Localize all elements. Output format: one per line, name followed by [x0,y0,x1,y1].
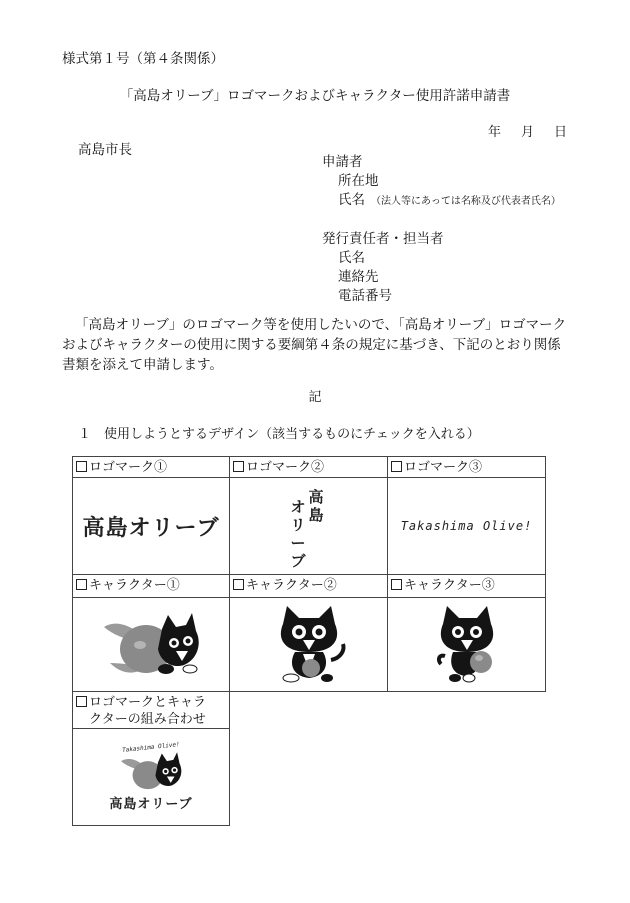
checkbox-char2[interactable] [233,579,244,590]
checkbox-logo3[interactable] [391,461,402,472]
logo2-image [229,477,388,575]
checkbox-char1[interactable] [76,579,87,590]
logo-horizontal-text: 高島オリーブ [82,515,220,541]
option-char2[interactable] [229,574,388,598]
date-month: 月 [521,125,535,140]
option-combo-label-1: ロゴマークとキャラ [89,695,207,710]
applicant-name-label: 氏名 [338,192,365,208]
option-combo-label-2: クターの組み合わせ [89,712,206,727]
logo-latin-text: Takashima Olive! [400,519,533,533]
publisher-contact-label: 連絡先 [338,269,379,285]
logo1-image [72,477,230,575]
option-logo3-label: ロゴマーク③ [404,460,483,475]
ki-heading: 記 [308,390,322,405]
date-day: 日 [554,125,568,140]
date-year: 年 [488,125,502,140]
applicant-block [322,153,561,306]
char2-image [229,597,388,692]
logo-vertical-col2: オリーブ [290,498,306,570]
document-title: 「高島オリーブ」ロゴマークおよびキャラクター使用許諾申請書 [119,88,511,104]
publisher-heading: 発行責任者・担当者 [322,231,444,247]
option-logo1-label: ロゴマーク① [89,460,168,475]
form-number: 様式第１号（第４条関係） [62,51,224,67]
option-char2-label: キャラクター② [246,578,337,593]
option-logo1[interactable] [72,456,230,478]
applicant-address-label: 所在地 [338,173,379,189]
option-char1[interactable] [72,574,230,598]
combo-logo-text: 高島オリーブ [109,797,193,812]
option-char3-label: キャラクター③ [404,578,495,593]
checkbox-logo1[interactable] [76,461,87,472]
logo-vertical [279,486,339,570]
option-char1-label: キャラクター① [89,578,180,593]
logo3-image [387,477,546,575]
option-logo2[interactable] [229,456,388,478]
option-logo2-label: ロゴマーク② [246,460,325,475]
body-paragraph: 「高島オリーブ」のロゴマーク等を使用したいので、「高島オリーブ」ロゴマークおよびキャラクターの使用に関する要綱第４条の規定に基づき、下記のとおり関係書類を添えて申請します。 [62,317,567,373]
cat-with-olive-leaf-icon [96,605,206,685]
addressee: 高島市長 [78,142,132,158]
cat-holding-olive-icon [269,604,349,686]
applicant-heading: 申請者 [322,154,363,170]
logo-vertical-col1: 高島 [308,488,324,524]
checkbox-char3[interactable] [391,579,402,590]
cat-with-olive-icon [427,604,507,686]
option-logo3[interactable] [387,456,546,478]
checkbox-logo2[interactable] [233,461,244,472]
char3-image [387,597,546,692]
option-char3[interactable] [387,574,546,598]
date-line [488,121,567,140]
applicant-name-row [322,191,561,211]
char1-image [72,597,230,692]
combo-image [72,728,230,826]
section-1-heading: １ 使用しようとするデザイン（該当するものにチェックを入れる） [78,427,480,442]
combo-latin-text: Takashima Olive! [121,740,181,755]
publisher-name-label: 氏名 [338,250,365,266]
applicant-name-note: （法人等にあっては名称及び代表者氏名） [371,196,561,207]
publisher-phone-label: 電話番号 [338,288,392,304]
option-combo[interactable] [72,691,230,729]
checkbox-combo[interactable] [76,696,87,707]
combo-cat-olive-icon [116,751,186,793]
